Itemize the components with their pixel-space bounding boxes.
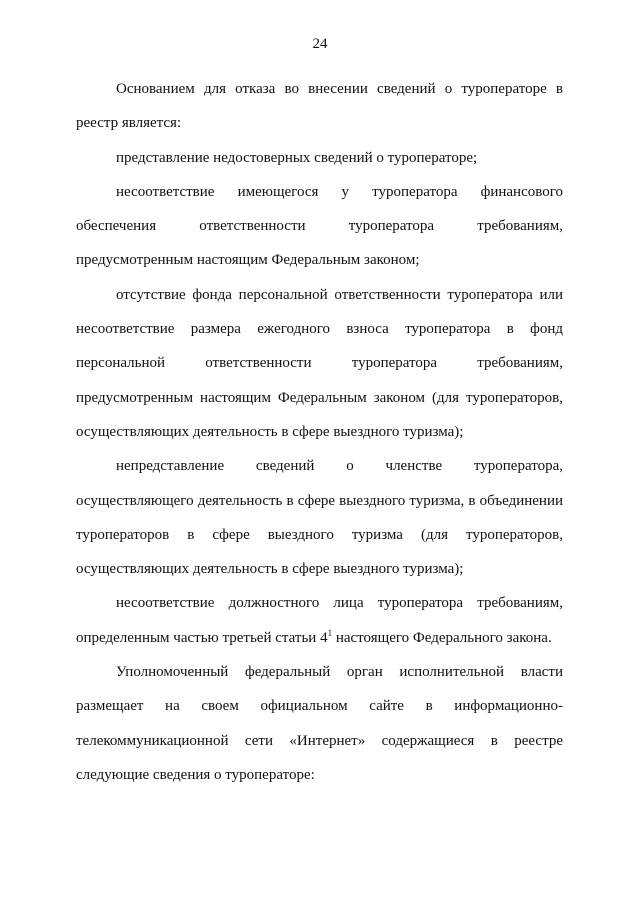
document-body bbox=[76, 72, 563, 792]
paragraph-responsibility-fund: отсутствие фонда персональной ответственности туроператора или несоответствие размера ежегодного взноса туроператора в фонд персональной ответственности туроператора требованиям, предусмотренным настоящим Федеральным законом (для туроператоров, осуществляющих деятельность в сфере выездного туризма); bbox=[76, 286, 563, 440]
paragraph-association-membership: непредставление сведений о членстве туроператора, осуществляющего деятельность в сфере выездного туризма, в объединении туроператоров в сфере выездного туризма (для туроператоров, осуществляющих деятельность в сфере выездного туризма); bbox=[76, 458, 563, 578]
article-superscript: 1 bbox=[327, 627, 333, 638]
paragraph-false-info: представление недостоверных сведений о туроператоре; bbox=[116, 149, 478, 166]
paragraph-official-requirements bbox=[76, 586, 563, 655]
paragraph-text-after-sup: настоящего Федерального закона. bbox=[332, 629, 552, 646]
paragraph-refusal-grounds: Основанием для отказа во внесении сведений о туроператоре в реестр является: bbox=[76, 81, 563, 132]
paragraph-financial-security: несоответствие имеющегося у туроператора финансового обеспечения ответственности туроператора требованиям, предусмотренным настоящим Федеральным законом; bbox=[76, 183, 563, 269]
paragraph-authority-publication: Уполномоченный федеральный орган исполнительной власти размещает на своем официальном сайте в информационно-телекоммуникационной сети «Интернет» содержащиеся в реестре следующие сведения о туроператоре: bbox=[76, 664, 563, 783]
paragraph-text-before-sup: несоответствие должностного лица туроператора требованиям, определенным частью третьей статьи 4 bbox=[76, 595, 563, 646]
page-number: 24 bbox=[312, 36, 328, 52]
